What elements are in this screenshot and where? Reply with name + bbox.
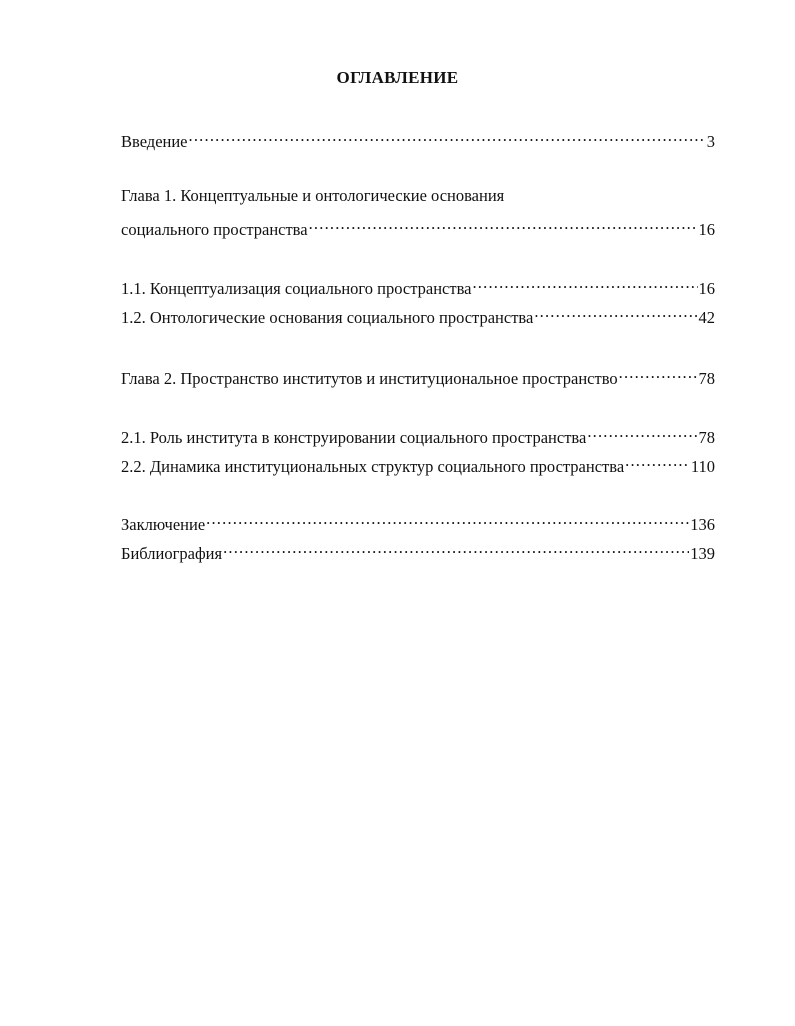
toc-entry-section-1-1 <box>121 274 715 299</box>
toc-entry-page: 16 <box>698 220 715 239</box>
toc-entry-label: Библиография <box>121 544 223 563</box>
dot-leader <box>625 452 690 472</box>
toc-entry-page: 78 <box>698 369 715 388</box>
toc-entry-page: 139 <box>690 544 715 563</box>
toc-entry-section-1-2 <box>121 303 715 328</box>
toc-entry-label: социального пространства <box>121 220 308 239</box>
toc-entry-label: 2.1. Роль института в конструировании социального пространства <box>121 428 587 447</box>
toc-entry-chapter-2 <box>121 364 715 389</box>
toc-entry-page: 78 <box>698 428 715 447</box>
dot-leader <box>223 539 689 559</box>
toc-entry-chapter-1 <box>121 215 715 240</box>
toc-entry-bibliography <box>121 539 715 564</box>
toc-entry-conclusion <box>121 510 715 535</box>
toc-entry-section-2-1 <box>121 423 715 448</box>
dot-leader <box>472 274 697 294</box>
toc-entry-label: Заключение <box>121 515 206 534</box>
dot-leader <box>206 510 689 530</box>
toc-entry-page: 42 <box>698 308 715 327</box>
dot-leader <box>587 423 697 443</box>
toc-entry-label: 1.1. Концептуализация социального пространства <box>121 279 472 298</box>
toc-entry-label: Введение <box>121 132 188 151</box>
toc-entry-page: 3 <box>706 132 715 151</box>
dot-leader <box>189 127 706 147</box>
toc-entry-chapter-1-heading <box>121 186 504 206</box>
dot-leader <box>619 364 698 384</box>
toc-entry-page: 16 <box>698 279 715 298</box>
toc-title: ОГЛАВЛЕНИЕ <box>336 68 459 87</box>
toc-entry-page: 110 <box>690 457 715 476</box>
toc-entry-label: 2.2. Динамика институциональных структур социального пространства <box>121 457 625 476</box>
toc-entry-label: Глава 1. Концептуальные и онтологические основания <box>121 186 505 205</box>
toc-entry-label: 1.2. Онтологические основания социального пространства <box>121 308 534 327</box>
toc-entry-section-2-2 <box>121 452 715 477</box>
toc-entry-label: Глава 2. Пространство институтов и институциональное пространство <box>121 369 618 388</box>
dot-leader <box>309 215 698 235</box>
toc-entry-introduction <box>121 127 715 152</box>
dot-leader <box>534 303 697 323</box>
toc-entry-page: 136 <box>690 515 715 534</box>
